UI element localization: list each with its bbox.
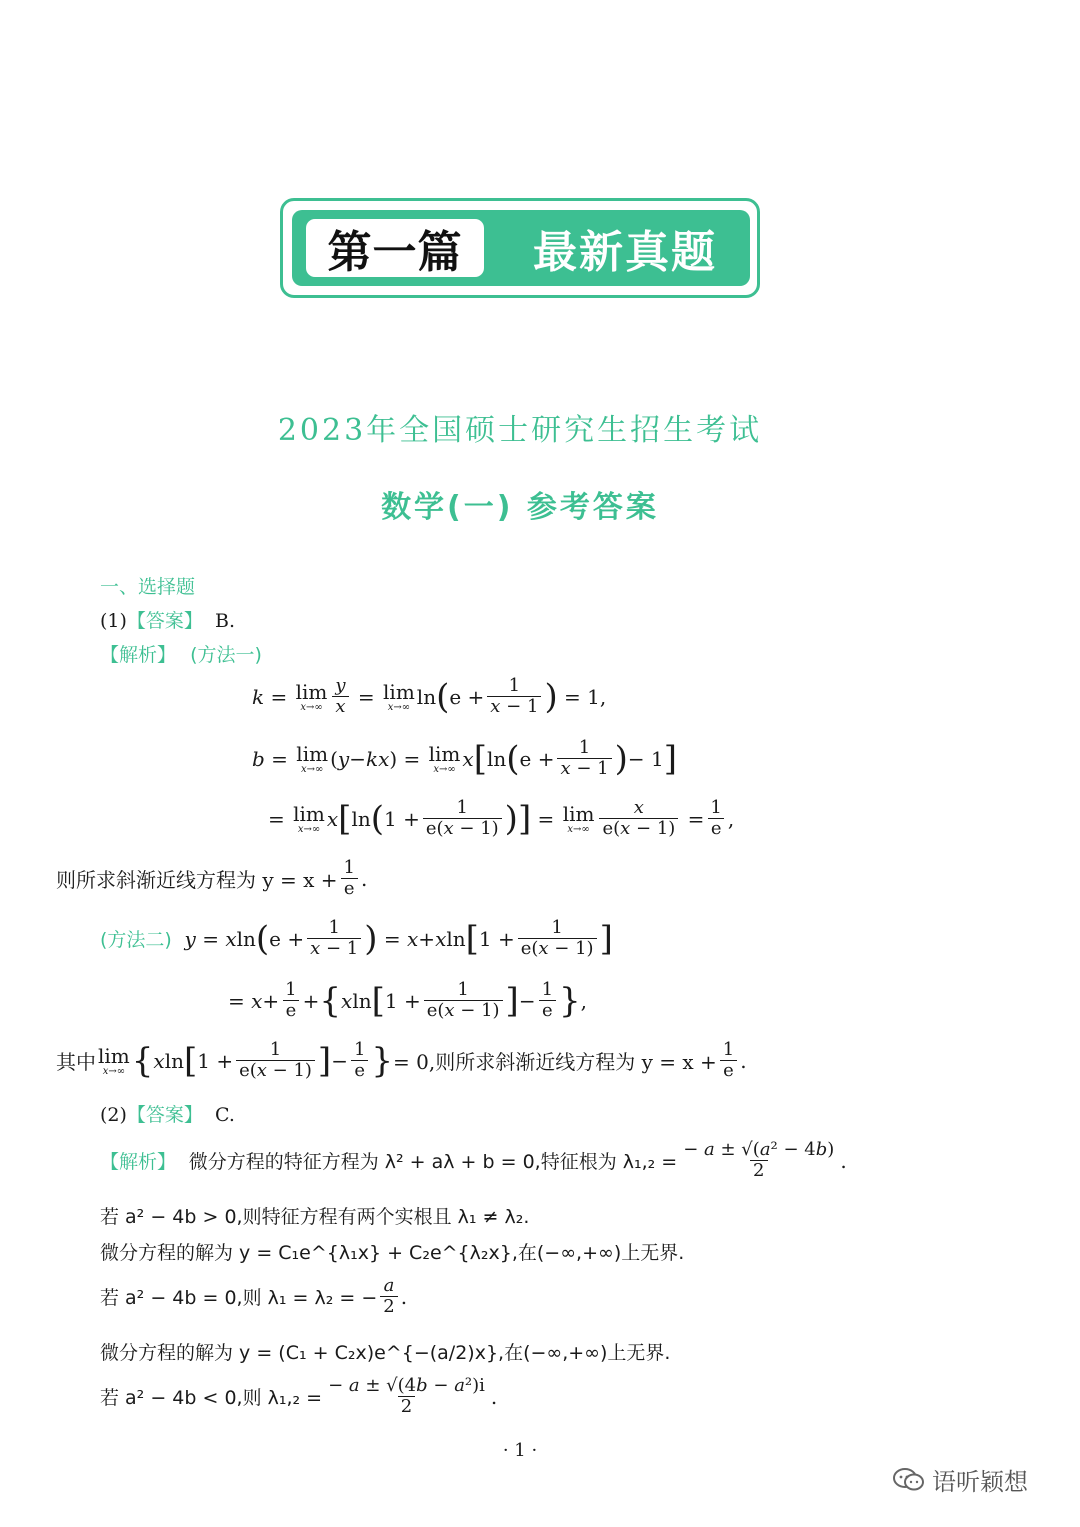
formula-k: k = lim x→∞ $\frac{y}{x}$ = lim x→∞ ln ( e + $\frac{1}{x - 1}$ ) = 1,: [252, 675, 607, 717]
q2-answer-line: [100, 1100, 235, 1127]
q1-answer: B.: [214, 610, 235, 632]
q1-method2-conclusion-suffix: = 0,则所求斜渐近线方程为 y = x +: [393, 1050, 717, 1074]
q2-line2: 若 a² − 4b > 0,则特征方程有两个实根且 λ₁ ≠ λ₂.: [100, 1206, 530, 1228]
exam-title: 2023年全国硕士研究生招生考试: [277, 413, 763, 448]
q1-analysis-tag: 【解析】: [100, 644, 177, 666]
banner-part-label: 第一篇: [306, 219, 484, 277]
q2-analysis-line: 【解析】 微分方程的特征方程为 λ² + aλ + b = 0,特征根为 λ₁,₂ = $\frac{\text{− a ± √(a² − 4b)}}{2}$ .: [100, 1139, 847, 1181]
q1-method2-conclusion-prefix: 其中: [56, 1050, 96, 1074]
q2-answer: C.: [214, 1104, 235, 1126]
q1-method1-conclusion: 则所求斜渐近线方程为 y = x + $\frac{1}{e}$ .: [56, 857, 368, 899]
chat-bubbles-icon: [892, 1466, 926, 1494]
q1-method2-conclusion: 其中 lim x→∞ { x ln [ 1 + $\frac{1}{e(x - 1)}$ ] − $\frac{1}{e}$ } = 0,则所求斜渐近线方程为 y = x + $\frac{1}{e}$ .: [56, 1039, 747, 1081]
formula-b: b = lim x→∞ ( y − kx ) = lim x→∞ x [ ln ( e + $\frac{1}{x - 1}$ ) − 1 ]: [252, 737, 677, 779]
q2-analysis-tag: 【解析】: [100, 1151, 177, 1173]
q2-line5: 微分方程的解为 y = (C₁ + C₂x)e^{−(a/2)x},在(−∞,+∞)上无界.: [100, 1342, 671, 1364]
exam-subtitle: 数学(一) 参考答案: [381, 490, 659, 525]
page-number: · 1 ·: [502, 1440, 538, 1461]
q1-analysis-line: [100, 640, 262, 667]
q2-line1: 微分方程的特征方程为 λ² + aλ + b = 0,特征根为 λ₁,₂ =: [188, 1151, 678, 1173]
q1-answer-tag: 【答案】: [126, 610, 203, 632]
section-heading: 一、选择题: [100, 576, 196, 598]
q2-number: (2): [100, 1104, 127, 1126]
formula-b-continued: = lim x→∞ x [ ln ( 1 + $\frac{1}{e(x - 1)}$ ) ] = lim x→∞ $\frac{x}{e(x - 1)}$ = $\frac{1}{e}$ ,: [268, 797, 735, 839]
banner-title: 最新真题: [533, 227, 717, 278]
q1-method2-tag: (方法二): [100, 929, 172, 951]
q1-answer-line: [100, 606, 235, 633]
q1-number: (1): [100, 610, 127, 632]
q2-line4: 若 a² − 4b = 0,则 λ₁ = λ₂ = −: [100, 1287, 378, 1309]
q2-line3: 微分方程的解为 y = C₁e^{λ₁x} + C₂e^{λ₂x},在(−∞,+∞)上无界.: [100, 1242, 685, 1264]
q1-method1-tag: (方法一): [190, 644, 262, 666]
formula-method2-line1: (方法二) y = x ln ( e + $\frac{1}{x - 1}$ ) = x + x ln [ 1 + $\frac{1}{e(x - 1)}$ ]: [100, 917, 613, 959]
q2-answer-tag: 【答案】: [126, 1104, 203, 1126]
q1-method1-conclusion-text: 则所求斜渐近线方程为 y = x +: [56, 868, 338, 892]
q2-line4-row: 若 a² − 4b = 0,则 λ₁ = λ₂ = − $\frac{a}{2}$ .: [100, 1275, 408, 1317]
watermark-text: 语听颖想: [932, 1468, 1028, 1496]
formula-method2-line2: = x + $\frac{1}{e}$ + { x ln [ 1 + $\frac{1}{e(x - 1)}$ ] − $\frac{1}{e}$ } ,: [228, 979, 588, 1021]
q2-line6-row: 若 a² − 4b < 0,则 λ₁,₂ = $\frac{\text{− a ± √(4b − a²)i}}{2}$ .: [100, 1375, 498, 1417]
watermark: [892, 1462, 1028, 1497]
q2-line6: 若 a² − 4b < 0,则 λ₁,₂ =: [100, 1387, 323, 1409]
